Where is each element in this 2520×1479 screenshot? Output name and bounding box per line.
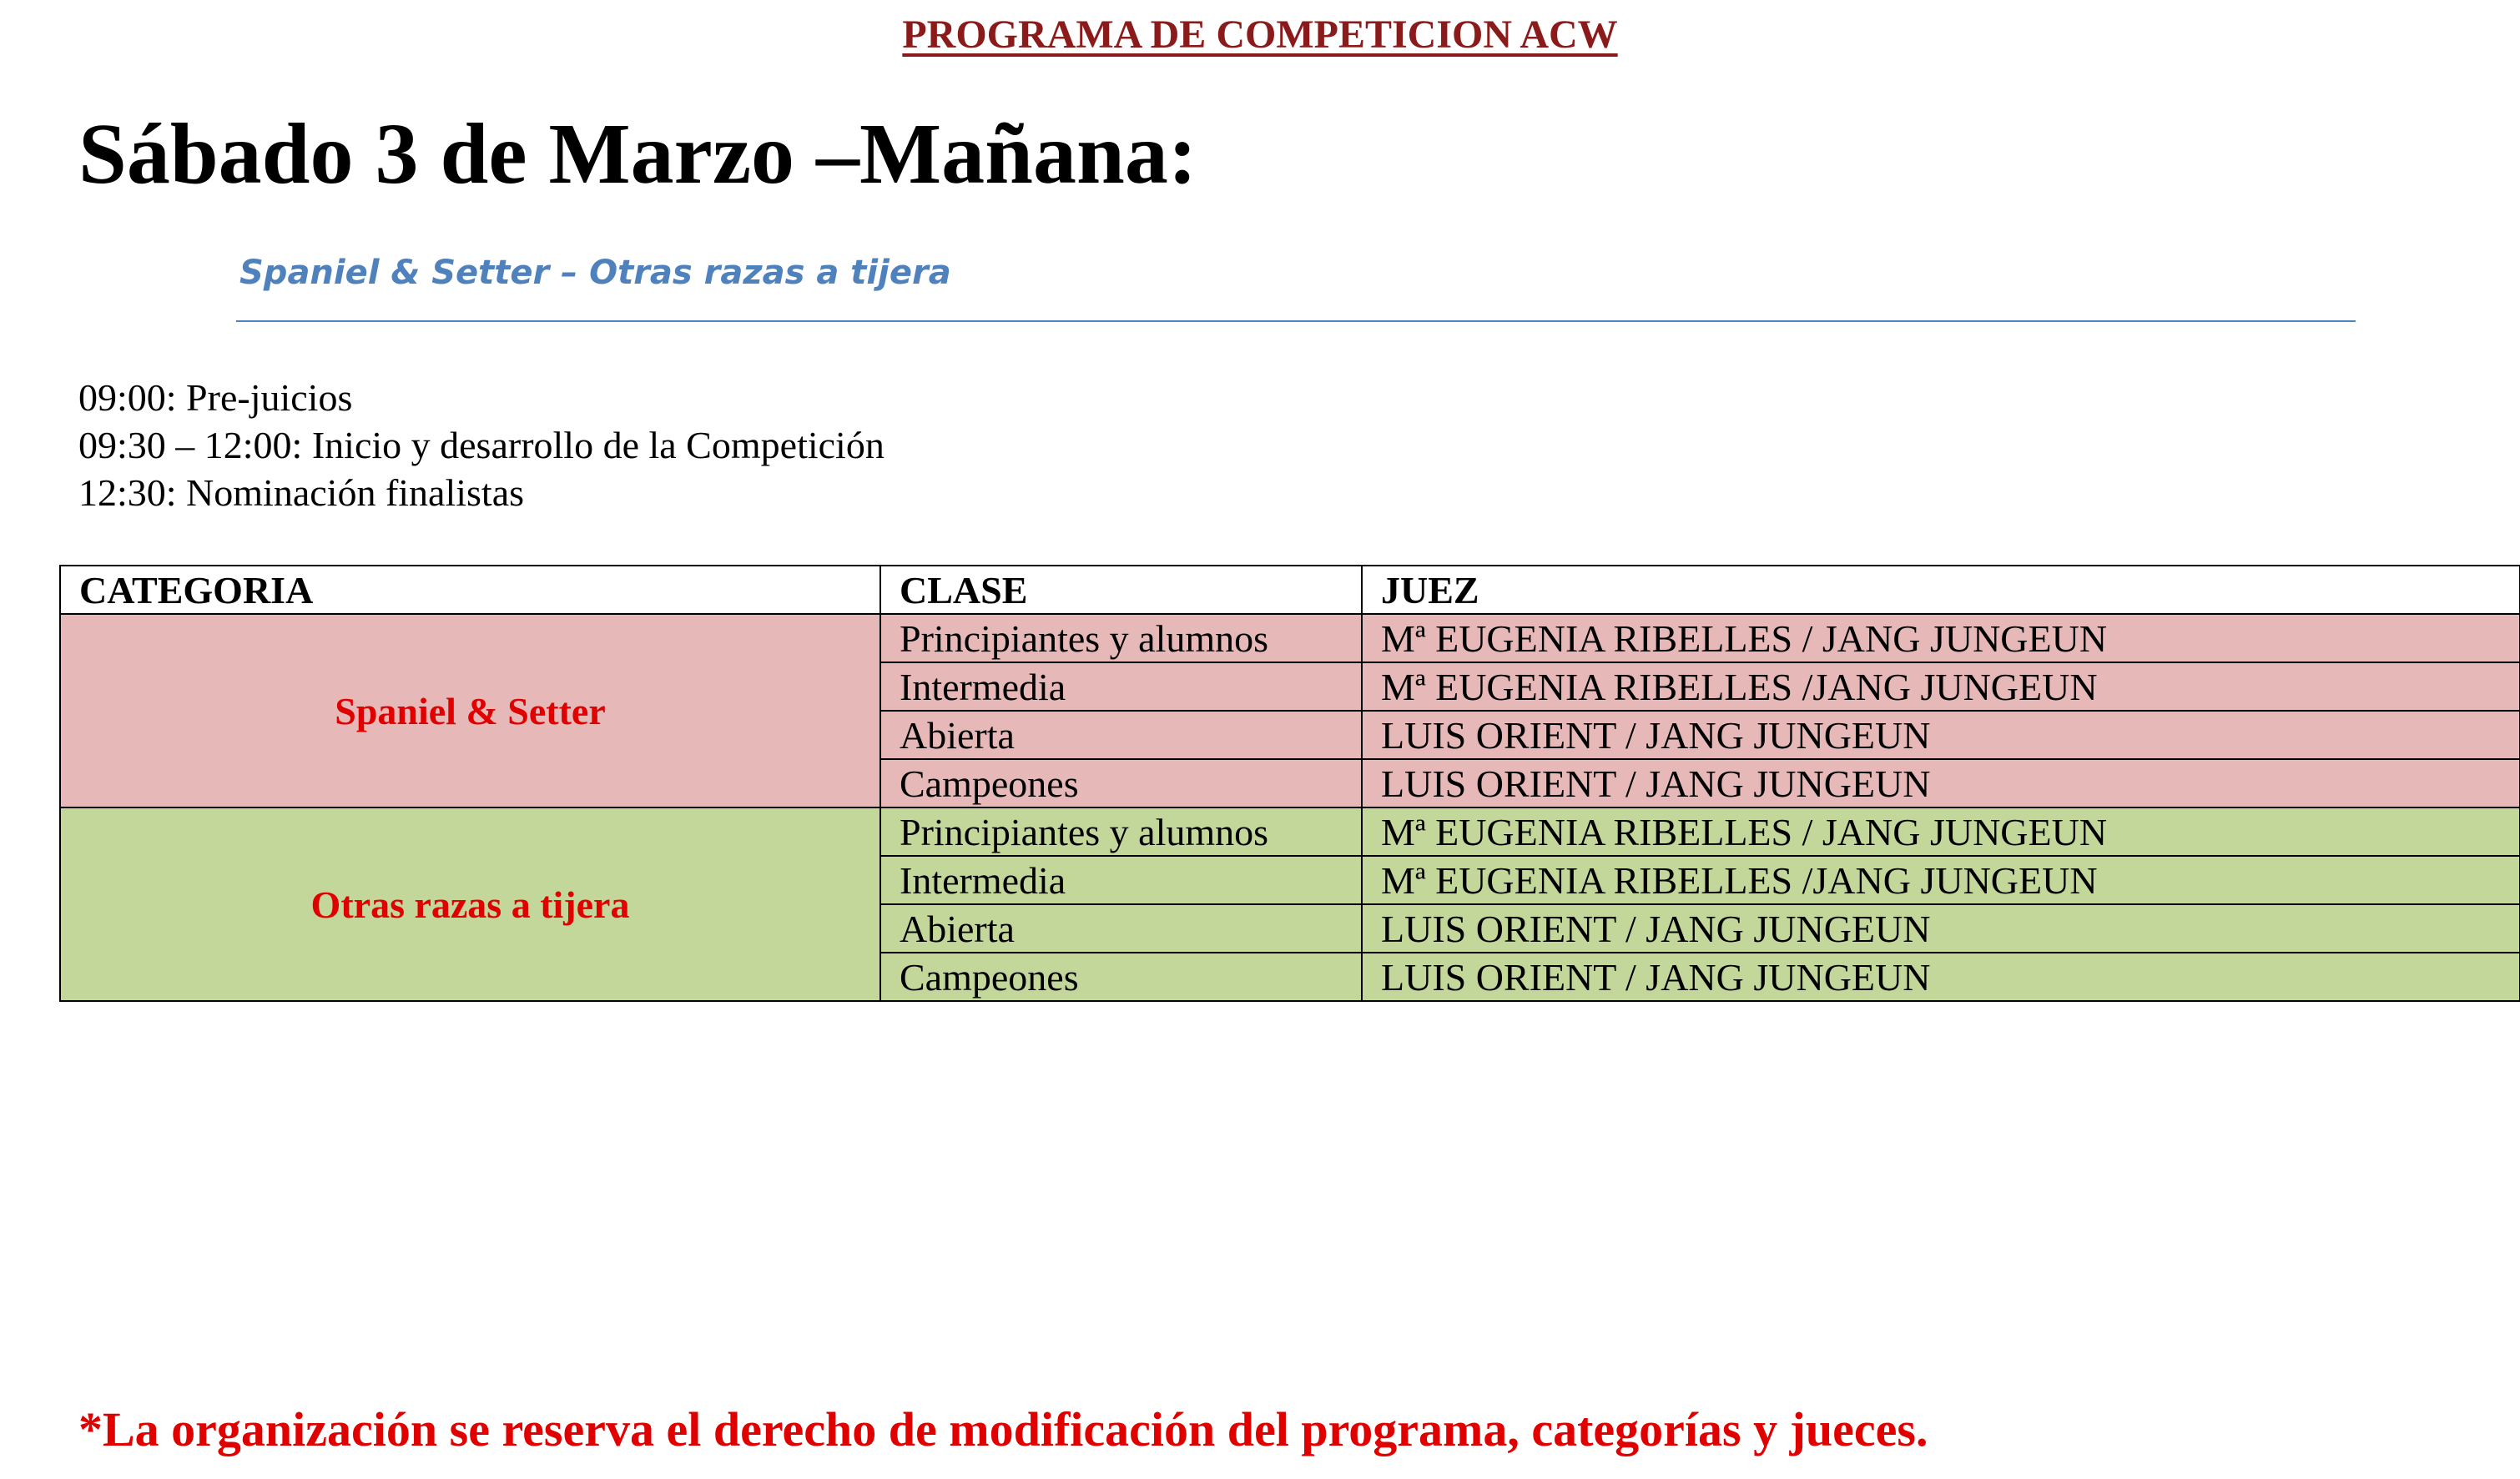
juez-cell: LUIS ORIENT / JANG JUNGEUN xyxy=(1362,711,2520,759)
schedule-item: 09:00: Pre-juicios xyxy=(78,376,353,419)
juez-cell: Mª EUGENIA RIBELLES /JANG JUNGEUN xyxy=(1362,662,2520,711)
clase-cell: Intermedia xyxy=(880,856,1362,904)
schedule-item: 09:30 – 12:00: Inicio y desarrollo de la Competición xyxy=(78,424,885,466)
clase-cell: Abierta xyxy=(880,904,1362,953)
juez-cell: Mª EUGENIA RIBELLES / JANG JUNGEUN xyxy=(1362,614,2520,662)
schedule-list xyxy=(78,374,885,516)
competition-table xyxy=(59,565,2520,1002)
subtitle-divider xyxy=(236,320,2356,322)
juez-cell: LUIS ORIENT / JANG JUNGEUN xyxy=(1362,759,2520,807)
clase-cell: Principiantes y alumnos xyxy=(880,614,1362,662)
column-header-clase: CLASE xyxy=(880,566,1362,614)
disclaimer-note: *La organización se reserva el derecho de modificación del programa, categorías y jueces. xyxy=(78,1402,1928,1456)
juez-cell: Mª EUGENIA RIBELLES / JANG JUNGEUN xyxy=(1362,807,2520,856)
clase-cell: Intermedia xyxy=(880,662,1362,711)
clase-cell: Principiantes y alumnos xyxy=(880,807,1362,856)
clase-cell: Campeones xyxy=(880,953,1362,1001)
section-subtitle: Spaniel & Setter – Otras razas a tijera xyxy=(239,254,951,292)
day-title: Sábado 3 de Marzo –Mañana: xyxy=(78,106,1197,202)
table-row xyxy=(60,614,2520,662)
category-cell: Spaniel & Setter xyxy=(60,614,880,807)
column-header-juez: JUEZ xyxy=(1362,566,2520,614)
clase-cell: Campeones xyxy=(880,759,1362,807)
column-header-categoria: CATEGORIA xyxy=(60,566,880,614)
table-row xyxy=(60,807,2520,856)
table-header-row xyxy=(60,566,2520,614)
juez-cell: LUIS ORIENT / JANG JUNGEUN xyxy=(1362,904,2520,953)
juez-cell: LUIS ORIENT / JANG JUNGEUN xyxy=(1362,953,2520,1001)
schedule-item: 12:30: Nominación finalistas xyxy=(78,471,525,514)
clase-cell: Abierta xyxy=(880,711,1362,759)
document-header-title: PROGRAMA DE COMPETICION ACW xyxy=(902,13,1618,57)
category-cell: Otras razas a tijera xyxy=(60,807,880,1001)
juez-cell: Mª EUGENIA RIBELLES /JANG JUNGEUN xyxy=(1362,856,2520,904)
